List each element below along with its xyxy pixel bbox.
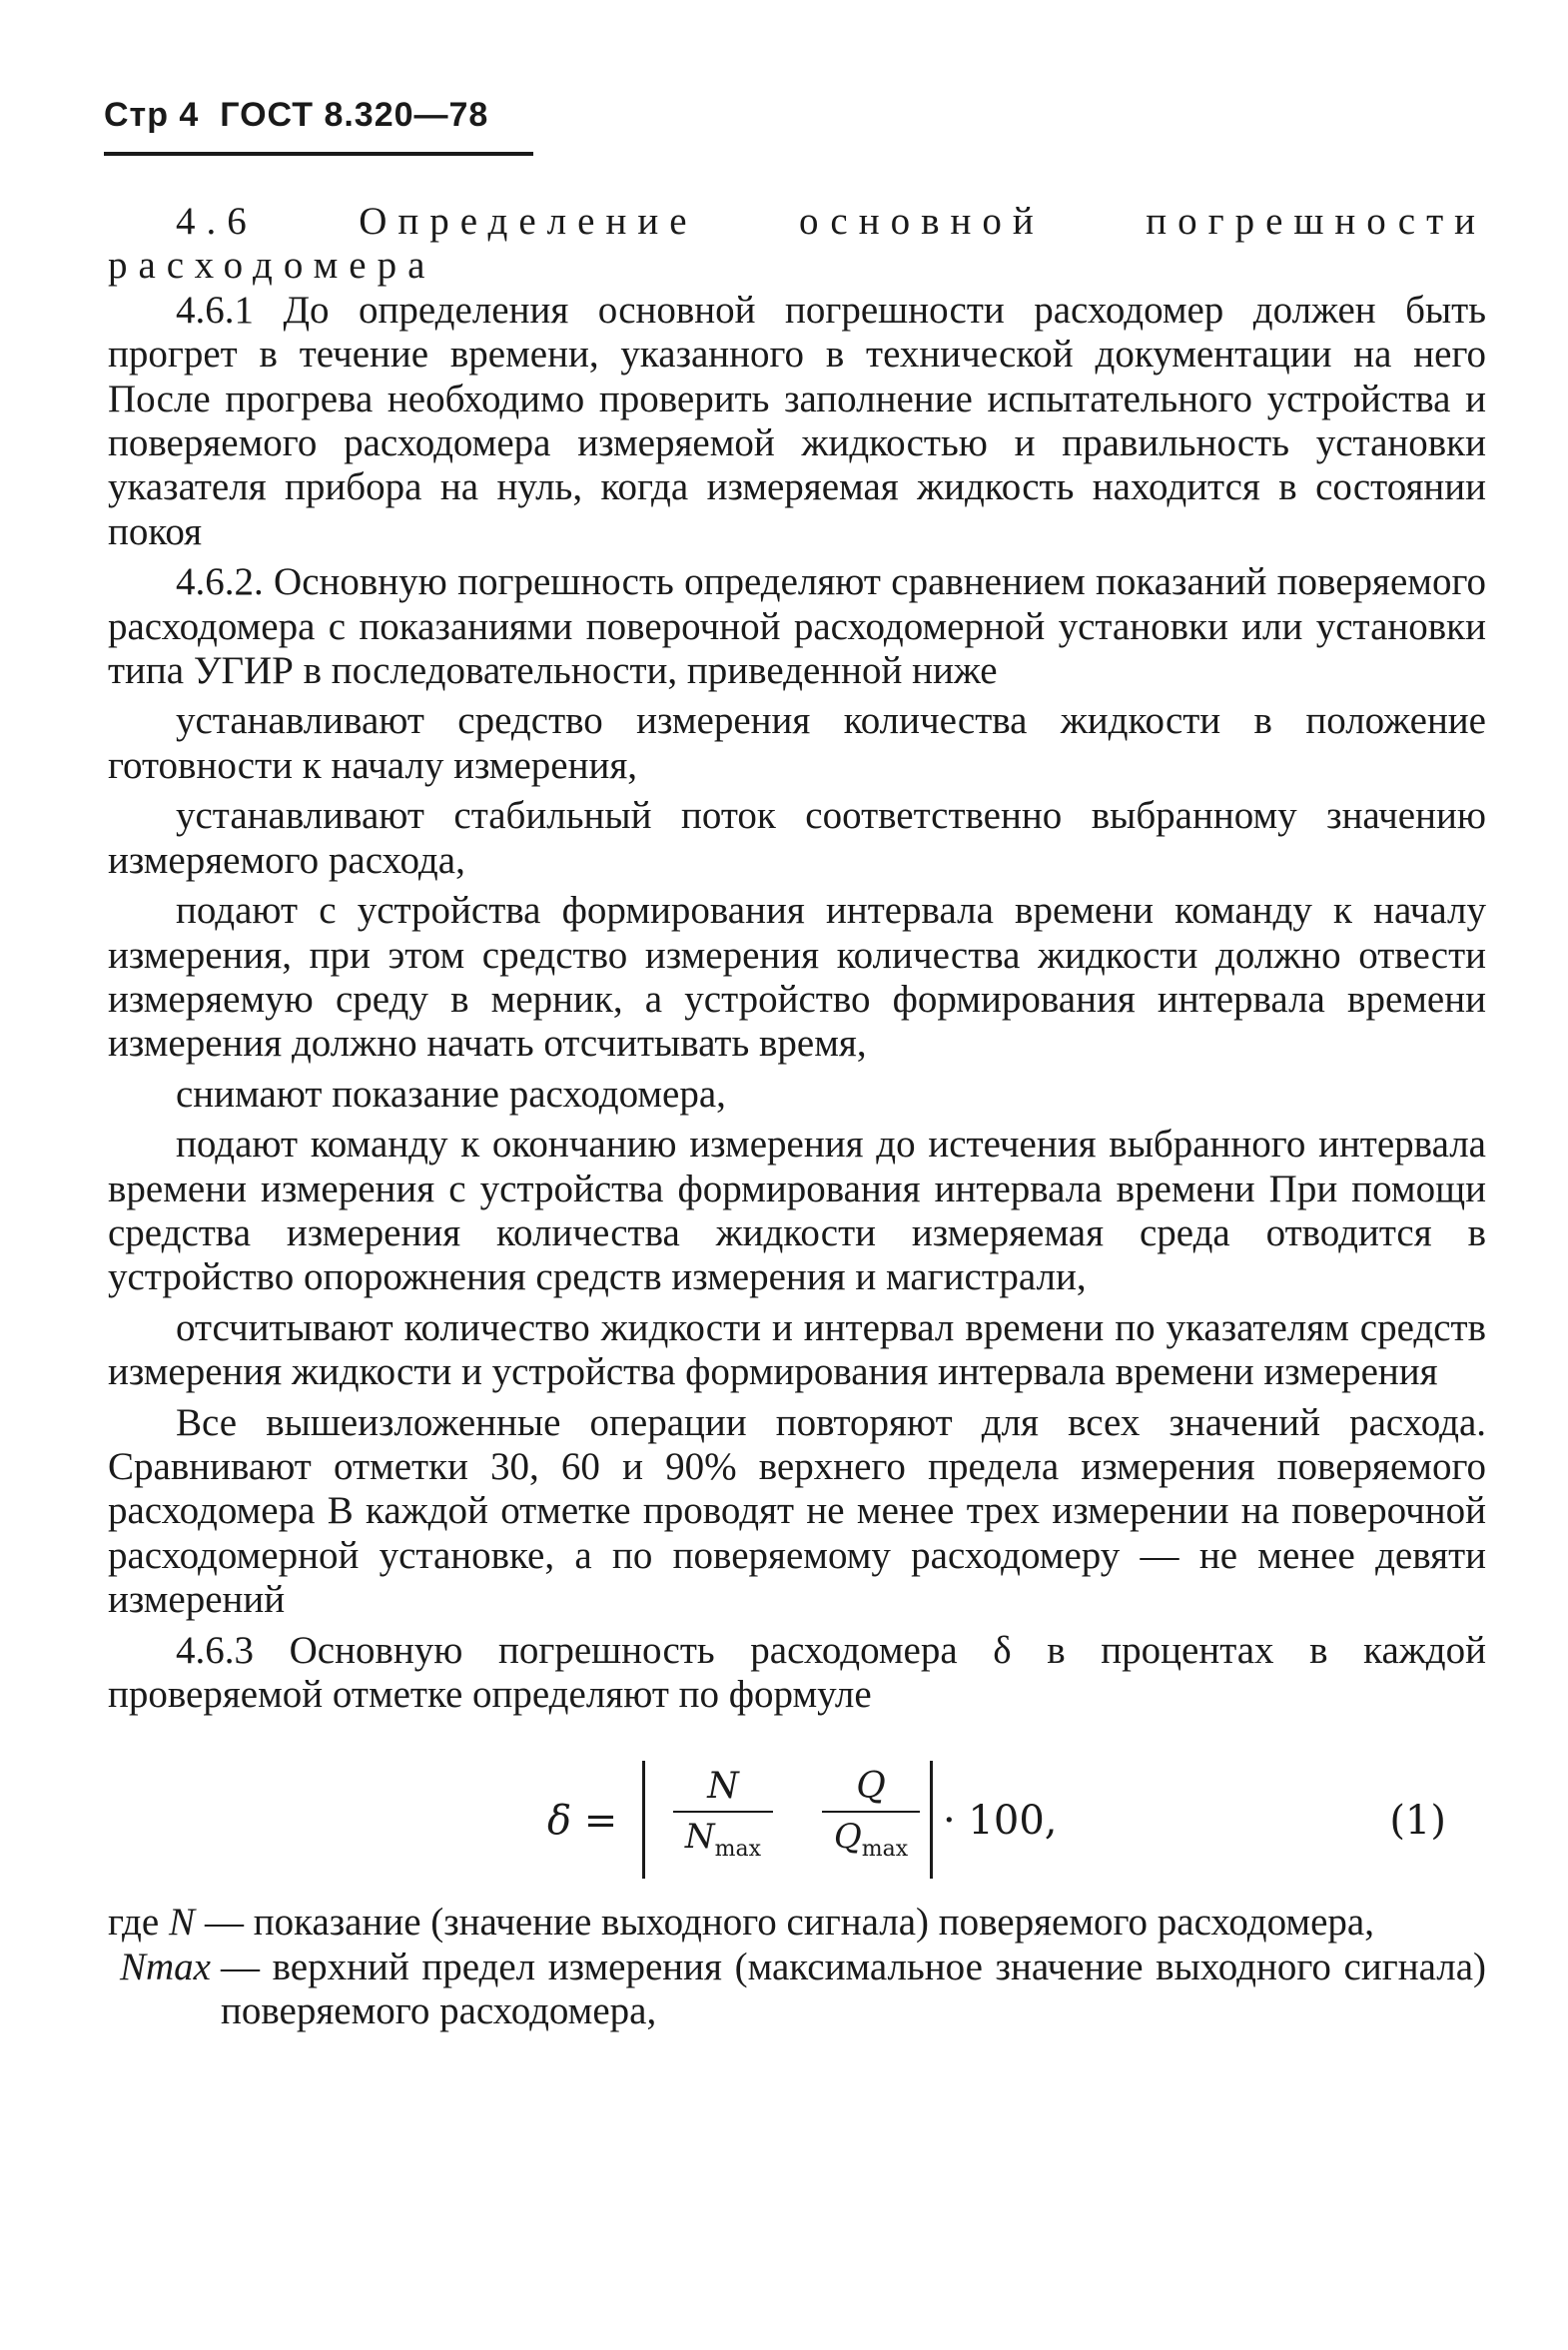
fraction-numerator: N: [673, 1763, 773, 1813]
formula-lhs: δ =: [547, 1798, 618, 1845]
definition-item: [108, 1946, 1486, 2034]
definitions-list: [108, 1901, 1486, 2033]
fraction-numerator: Q: [822, 1763, 920, 1813]
definition-symbol: Nmax: [120, 1945, 211, 1988]
fraction-denominator: $N_{max}$: [684, 1817, 762, 1863]
paragraph-4-6-1: 4.6.1 До определения основной погрешности расходомер должен быть прогрет в течение времени, указанного в технической документации на него После прогрева необходимо проверить заполнение испытательного устройства и поверяемого расходомера измеряемой жидкостью и правильность установки указателя прибора на нуль, когда измеряемая жидкость находится в состоянии покоя: [108, 288, 1486, 553]
formula-rhs: · 100,: [943, 1798, 1058, 1845]
procedure-step: устанавливают средство измерения количества жидкости в положение готовности к началу измерения,: [108, 699, 1486, 787]
fraction-denominator: $Q_{max}$: [833, 1817, 909, 1863]
header-rule: [104, 152, 533, 156]
formula-1: [108, 1757, 1486, 1887]
standard-code: ГОСТ 8.320—78: [220, 96, 489, 134]
section-title: 4.6 Определение основной погрешности расходомера: [108, 200, 1486, 288]
procedure-step: снимают показание расходомера,: [176, 1072, 726, 1116]
procedure-step: устанавливают стабильный поток соответственно выбранному значению измеряемого расхода,: [108, 794, 1486, 882]
definition-item: [108, 1901, 1486, 1945]
paragraph-4-6-2: 4.6.2. Основную погрешность определяют сравнением показаний поверяемого расходомера с показаниями поверочной расходомерной установки или установки типа УГИР в последовательности, приведенной ниже: [108, 560, 1486, 693]
paragraph-4-6-3: 4.6.3 Основную погрешность расходомера δ в процентах в каждой проверяемой отметке определяют по формуле: [108, 1628, 1486, 1716]
definition-where: где N: [108, 1901, 195, 1945]
definition-text: — верхний предел измерения (максимальное значение выходного сигнала) поверяемого расходомера,: [221, 1945, 1486, 2033]
abs-bar-right: [930, 1761, 933, 1879]
fraction-n-over-nmax: [673, 1763, 773, 1874]
page-number: Стр 4: [104, 96, 200, 134]
running-header: [104, 96, 488, 135]
definition-text: — показание (значение выходного сигнала) поверяемого расходомера,: [204, 1901, 1374, 1945]
procedure-step: подают с устройства формирования интервала времени команду к началу измерения, при этом средство измерения количества жидкости должно отвести измеряемую среду в мерник, а устройство формирования интервала времени измерения должно начать отсчитывать время,: [108, 889, 1486, 1066]
page-body: [108, 200, 1486, 2034]
equation-number: (1): [1389, 1798, 1446, 1845]
procedure-step: подают команду к окончанию измерения до истечения выбранного интервала времени измерения с устройства формирования интервала времени При помощи средства измерения количества жидкости измеряемая среда отводится в устройство опорожнения средств измерения и магистрали,: [108, 1123, 1486, 1299]
abs-bar-left: [642, 1761, 645, 1879]
repeat-paragraph: Все вышеизложенные операции повторяют для всех значений расхода. Сравнивают отметки 30, 60 и 90% верхнего предела измерения поверяемого расходомера В каждой отметке проводят не менее трех измерении на поверочной расходомерной установке, а по поверяемому расходомеру — не менее девяти измерений: [108, 1400, 1486, 1622]
fraction-q-over-qmax: [822, 1763, 920, 1874]
procedure-step: отсчитывают количество жидкости и интервал времени по указателям средств измерения жидкости и устройства формирования интервала времени измерения: [108, 1305, 1486, 1394]
